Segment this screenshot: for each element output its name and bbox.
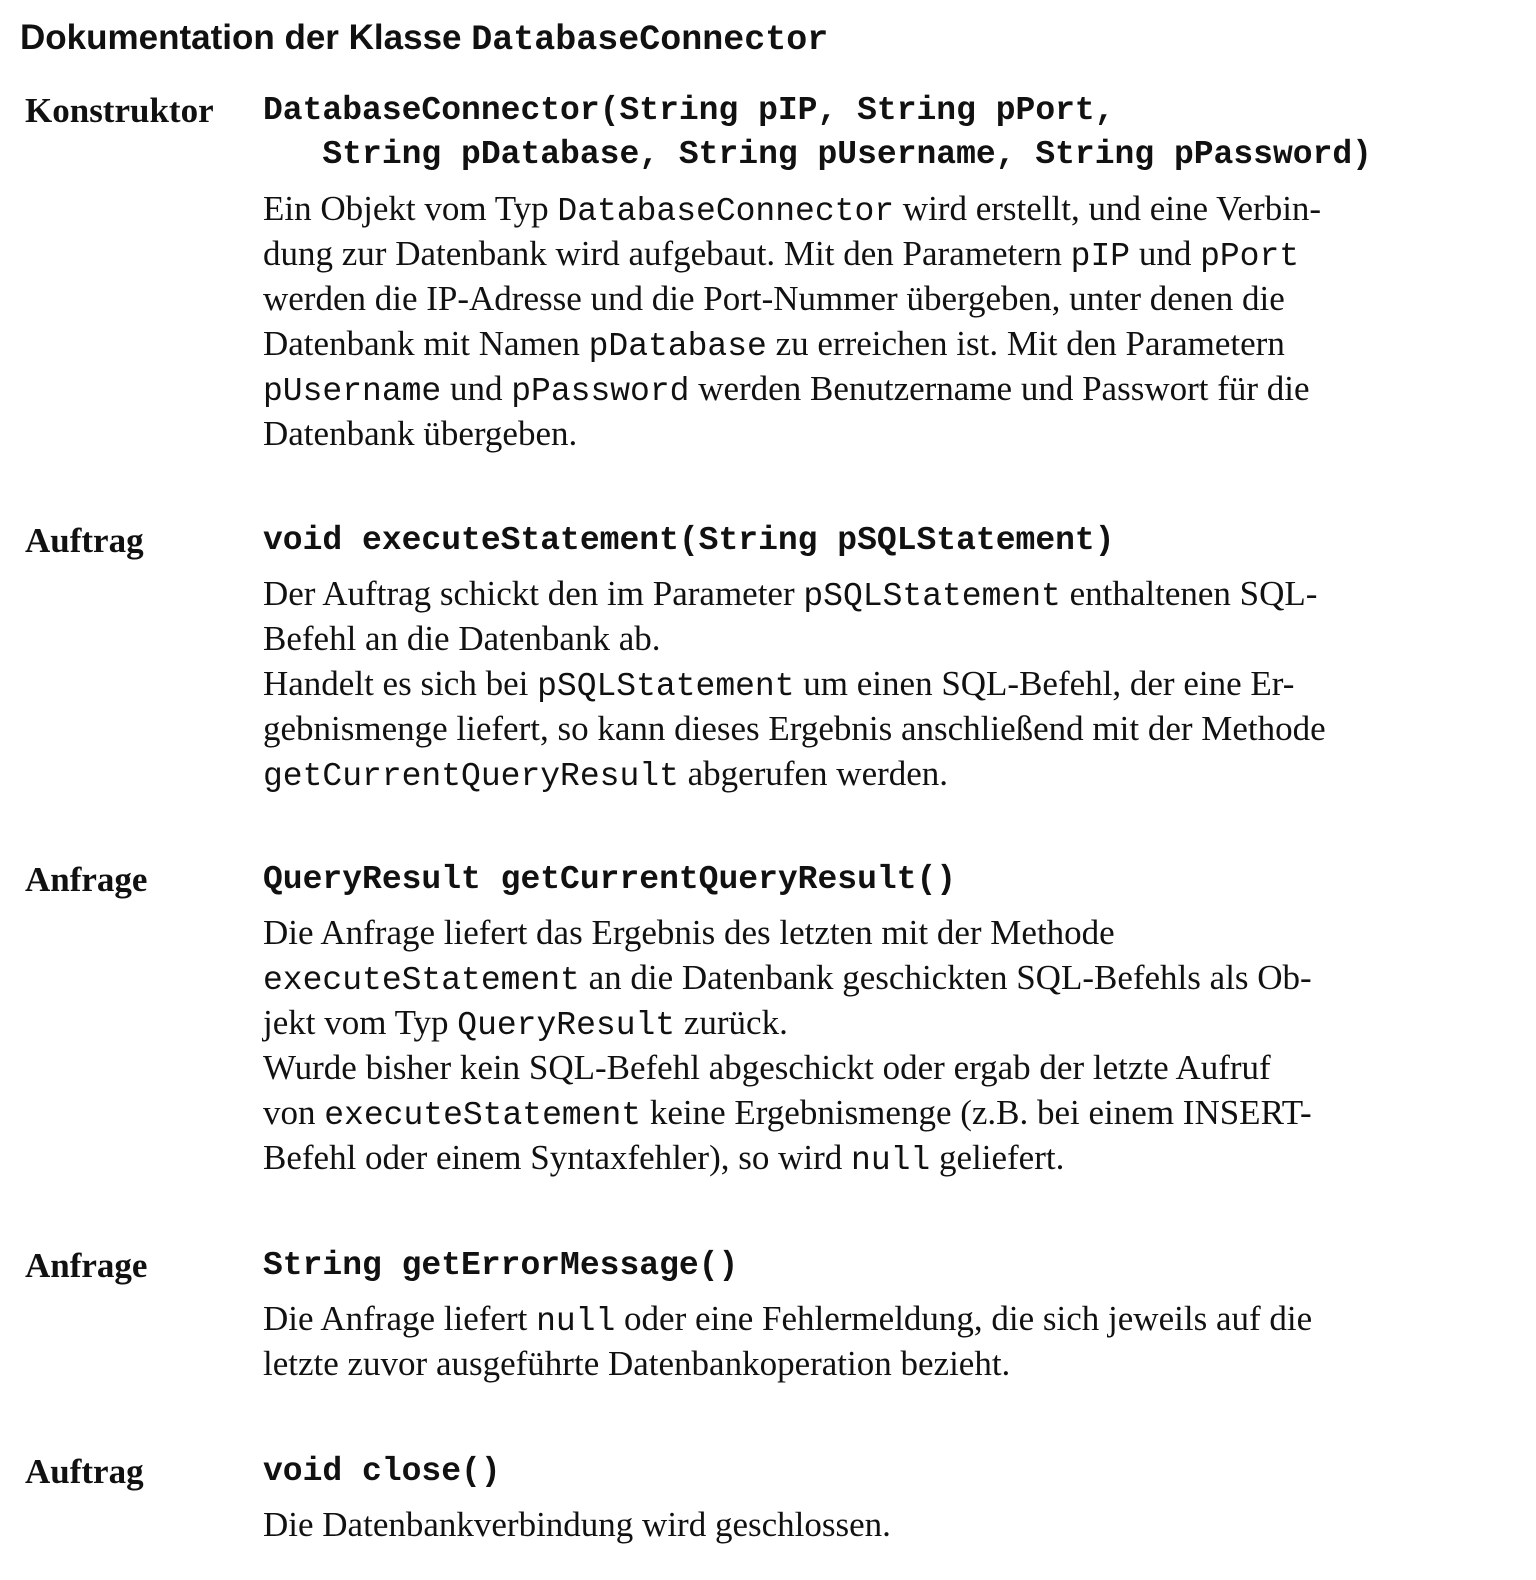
- description-line: [263, 751, 1326, 796]
- description-line: [263, 661, 1326, 706]
- code-identifier: pPort: [1200, 238, 1300, 275]
- entry-kind-label: Auftrag: [25, 1452, 144, 1491]
- entry-kind-label: Anfrage: [25, 1246, 148, 1285]
- description-text: oder eine Fehlermeldung, die sich jeweils auf die: [615, 1299, 1313, 1338]
- code-identifier: QueryResult: [457, 1007, 676, 1044]
- description-text: und: [441, 369, 512, 408]
- description-text: abgerufen werden.: [678, 754, 949, 793]
- description-text: Befehl oder einem Syntaxfehler), so wird: [263, 1138, 852, 1177]
- description-text: dung zur Datenbank wird aufgebaut. Mit den Parametern: [263, 234, 1071, 273]
- description-text: werden Benutzername und Passwort für die: [689, 369, 1310, 408]
- entry-kind-label: Anfrage: [25, 860, 148, 899]
- description-line: [263, 571, 1326, 616]
- page-title: [20, 14, 828, 64]
- method-description: [263, 571, 1326, 796]
- code-identifier: getCurrentQueryResult: [263, 758, 679, 795]
- method-signature: DatabaseConnector(String pIP, String pPort, String pDatabase, String pUsername, String pPassword): [263, 92, 1372, 173]
- description-line: [263, 1135, 1312, 1180]
- description-line: [263, 706, 1326, 751]
- description-text: Der Auftrag schickt den im Parameter: [263, 574, 804, 613]
- description-text: wird erstellt, und eine Verbin-: [894, 189, 1322, 228]
- description-text: Befehl an die Datenbank ab.: [263, 619, 661, 658]
- description-text: zurück.: [675, 1003, 788, 1042]
- description-text: jekt vom Typ: [263, 1003, 458, 1042]
- description-text: Die Anfrage liefert das Ergebnis des letzten mit der Methode: [263, 913, 1115, 952]
- description-text: um einen SQL-Befehl, der eine Er-: [794, 664, 1295, 703]
- method-signature: String getErrorMessage(): [263, 1247, 739, 1284]
- code-identifier: pSQLStatement: [803, 578, 1061, 615]
- description-line: [263, 411, 1321, 456]
- code-identifier: pSQLStatement: [537, 668, 795, 705]
- description-line: [263, 616, 1326, 661]
- method-description: [263, 1296, 1312, 1386]
- description-text: geliefert.: [930, 1138, 1065, 1177]
- description-line: [263, 231, 1321, 276]
- description-line: [263, 1000, 1312, 1045]
- code-identifier: DatabaseConnector: [557, 193, 895, 230]
- code-identifier: null: [851, 1142, 931, 1179]
- method-signature: QueryResult getCurrentQueryResult(): [263, 861, 957, 898]
- description-text: Die Datenbankverbindung wird geschlossen.: [263, 1505, 891, 1544]
- description-text: letzte zuvor ausgeführte Datenbankoperation bezieht.: [263, 1344, 1011, 1383]
- entry-kind-label: Auftrag: [25, 521, 144, 560]
- method-description: [263, 186, 1321, 456]
- description-text: Datenbank übergeben.: [263, 414, 578, 453]
- description-text: von: [263, 1093, 325, 1132]
- description-line: [263, 1296, 1312, 1341]
- code-identifier: executeStatement: [324, 1097, 642, 1134]
- description-line: [263, 276, 1321, 321]
- description-text: Datenbank mit Namen: [263, 324, 589, 363]
- method-description: [263, 1502, 891, 1547]
- description-text: werden die IP-Adresse und die Port-Nummer übergeben, unter denen die: [263, 279, 1285, 318]
- description-line: [263, 1341, 1312, 1386]
- method-signature: void executeStatement(String pSQLStatement): [263, 522, 1115, 559]
- description-text: und: [1130, 234, 1201, 273]
- description-line: [263, 366, 1321, 411]
- description-text: zu erreichen ist. Mit den Parametern: [766, 324, 1285, 363]
- code-identifier: executeStatement: [263, 962, 580, 999]
- code-identifier: pPassword: [511, 373, 690, 410]
- description-text: keine Ergebnismenge (z.B. bei einem INSERT-: [641, 1093, 1312, 1132]
- description-line: [263, 1502, 891, 1547]
- code-identifier: pDatabase: [588, 328, 767, 365]
- entry-kind-label: Konstruktor: [25, 91, 214, 130]
- description-line: [263, 186, 1321, 231]
- description-line: [263, 1045, 1312, 1090]
- page-title-class-name: DatabaseConnector: [471, 20, 829, 60]
- code-identifier: pUsername: [263, 373, 442, 410]
- description-text: gebnismenge liefert, so kann dieses Ergebnis anschließend mit der Methode: [263, 709, 1326, 748]
- page-title-text: Dokumentation der Klasse: [20, 18, 472, 57]
- description-text: an die Datenbank geschickten SQL-Befehls als Ob-: [579, 958, 1312, 997]
- description-text: Wurde bisher kein SQL-Befehl abgeschickt oder ergab der letzte Aufruf: [263, 1048, 1271, 1087]
- description-line: [263, 1090, 1312, 1135]
- code-identifier: pIP: [1070, 238, 1131, 275]
- method-signature: void close(): [263, 1453, 501, 1490]
- description-line: [263, 910, 1312, 955]
- description-line: [263, 955, 1312, 1000]
- description-text: Handelt es sich bei: [263, 664, 538, 703]
- code-identifier: null: [536, 1303, 616, 1340]
- description-text: Ein Objekt vom Typ: [263, 189, 558, 228]
- description-line: [263, 321, 1321, 366]
- method-description: [263, 910, 1312, 1180]
- description-text: Die Anfrage liefert: [263, 1299, 537, 1338]
- description-text: enthaltenen SQL-: [1060, 574, 1318, 613]
